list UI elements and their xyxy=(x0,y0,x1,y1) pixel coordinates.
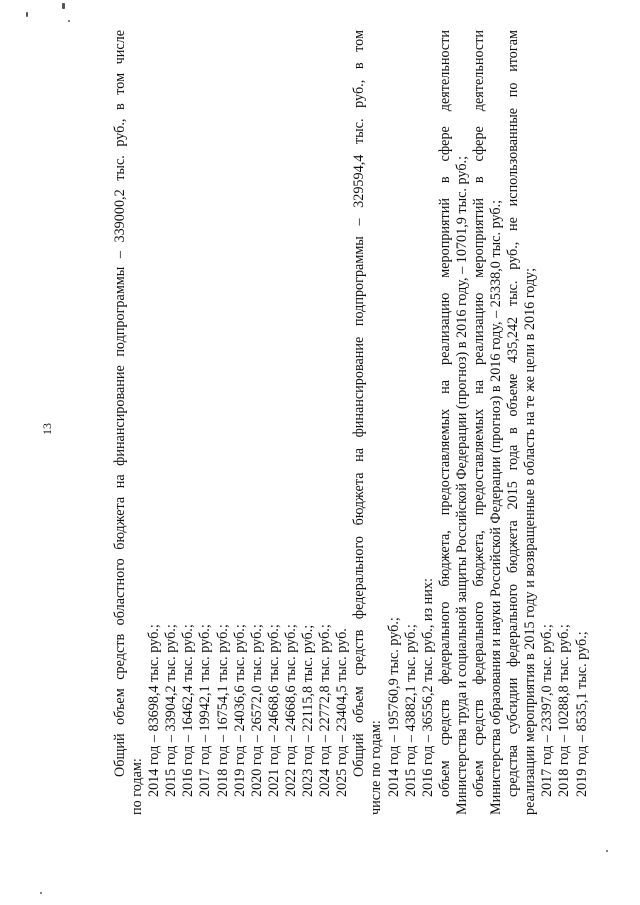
paragraph-subsidy-line-2: реализации мероприятия в 2015 году и возвращенные в область на те же цели в 2016 году; xyxy=(522,267,539,815)
document-body xyxy=(112,30,591,815)
regional-year-item: 2018 год – 16754,1 тыс. руб.; xyxy=(214,624,231,797)
paragraph-federal-budget-line-1: Общий объем средств федерального бюджета на финансирование подпрограммы – 329594,4 тыс. руб., в том xyxy=(351,30,368,777)
paragraph-regional-budget-line-2: по годам: xyxy=(129,758,146,815)
federal-year-item: 2016 год – 36556,2 тыс. руб., из них: xyxy=(419,578,436,797)
regional-year-item: 2015 год – 33904,2 тыс. руб.; xyxy=(163,624,180,797)
paragraph-federal-budget-line-2: числе по годам: xyxy=(368,720,385,815)
federal-year-item: 2014 год – 195760,9 тыс. руб.; xyxy=(385,617,402,797)
regional-year-item: 2014 год – 83698,4 тыс. руб.; xyxy=(146,624,163,797)
federal-year-item: 2018 год – 10288,8 тыс. руб.; xyxy=(556,624,573,797)
regional-year-item: 2022 год – 24668,6 тыс. руб.; xyxy=(282,624,299,797)
federal-year-item: 2019 год – 8535,1 тыс. руб.; xyxy=(573,631,590,797)
paragraph-subsidy-line-1: средства субсидии федерального бюджета 2015 года в объеме 435,242 тыс. руб., не использованные по итогам xyxy=(505,30,522,797)
regional-year-item: 2016 год – 16462,4 тыс. руб.; xyxy=(180,624,197,797)
federal-year-item: 2017 год – 23397,0 тыс. руб.; xyxy=(539,624,556,797)
page-number: 13 xyxy=(40,423,54,435)
regional-year-item: 2017 год – 19942,1 тыс. руб.; xyxy=(197,624,214,797)
paragraph-labor-ministry-line-1: объем средств федерального бюджета, предоставляемых на реализацию мероприятий в сфере деятельности xyxy=(436,30,453,797)
regional-year-item: 2020 год – 26572,0 тыс. руб.; xyxy=(248,624,265,797)
paragraph-education-ministry-line-1: объем средств федерального бюджета, предоставляемых на реализацию мероприятий в сфере деятельности xyxy=(470,30,487,797)
federal-year-item: 2015 год – 43882,1 тыс. руб.; xyxy=(402,624,419,797)
regional-year-item: 2025 год – 23404,5 тыс. руб. xyxy=(334,628,351,797)
paragraph-education-ministry-line-2: Министерства образования и науки Российской Федерации (прогноз) в 2016 году, – 25338,0 тыс. руб.; xyxy=(488,199,505,815)
regional-year-item: 2023 год – 22115,8 тыс. руб.; xyxy=(300,624,317,797)
regional-year-item: 2021 год – 24668,6 тыс. руб.; xyxy=(265,624,282,797)
paragraph-regional-budget-line-1: Общий объем средств областного бюджета на финансирование подпрограммы – 339000,2 тыс. руб., в том числе xyxy=(112,30,128,777)
regional-year-item: 2019 год – 24036,6 тыс. руб.; xyxy=(231,624,248,797)
paragraph-labor-ministry-line-2: Министерства труда и социальной защиты Российской Федерации (прогноз) в 2016 году, – 10701,9 тыс. руб.; xyxy=(453,155,470,815)
regional-year-item: 2024 год – 22772,8 тыс. руб.; xyxy=(317,624,334,797)
